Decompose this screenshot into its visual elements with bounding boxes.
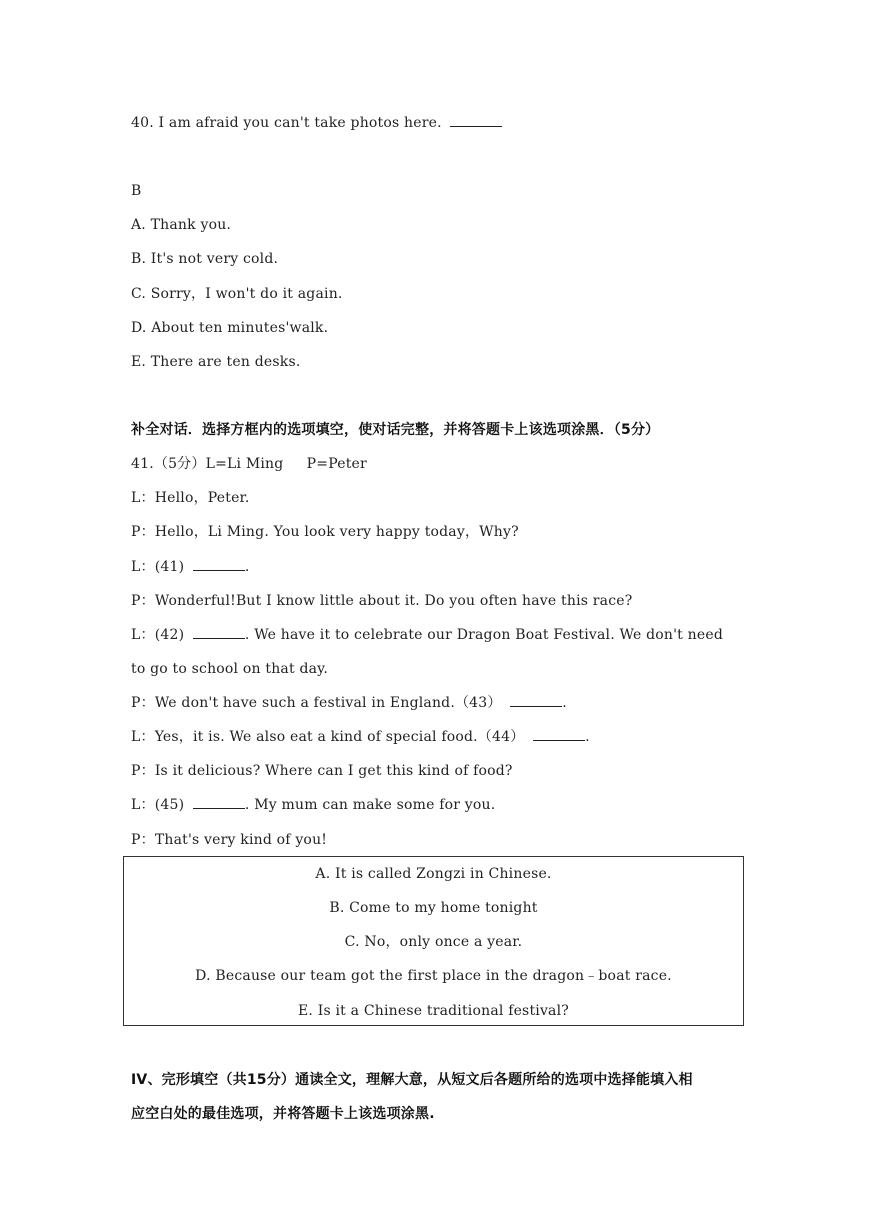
dialogue-line-l4-prefix: L：Yes，it is. We also eat a kind of special food.（44） [131, 729, 525, 745]
box-option-a: A. It is called Zongzi in Chinese. [315, 866, 552, 882]
dialogue-line-l3-continued: to go to school on that day. [131, 661, 329, 677]
dialogue-line-p3-prefix: P：We don't have such a festival in England.（43） [131, 695, 502, 711]
dialogue-line-l2-suffix: . [244, 559, 250, 575]
box-option-b: B. Come to my home tonight [329, 900, 538, 916]
dialogue-line-l3 [131, 626, 723, 644]
dialogue-line-p1: P：Hello，Li Ming. You look very happy today，Why? [131, 524, 519, 540]
answer-blank-45[interactable] [193, 796, 245, 809]
box-option-e: E. Is it a Chinese traditional festival? [298, 1003, 569, 1019]
dialogue-line-p5: P：That's very kind of you! [131, 832, 328, 848]
box-option-d: D. Because our team got the first place in the dragon﹣boat race. [195, 968, 672, 984]
dialogue-line-p2: P：Wonderful!But I know little about it. Do you often have this race? [131, 593, 633, 609]
dialogue-line-l3-prefix: L：(42) [131, 627, 185, 643]
dialogue-line-l4 [131, 728, 590, 746]
section-b-option-d: D. About ten minutes'walk. [131, 320, 329, 336]
dialogue-line-l5 [131, 796, 495, 814]
dialogue-line-l5-suffix: . My mum can make some for you. [244, 797, 496, 813]
dialogue-line-p4: P：Is it delicious? Where can I get this kind of food? [131, 763, 513, 779]
question-41-intro: 41.（5分）L=Li Ming P=Peter [131, 456, 367, 472]
dialogue-line-l2 [131, 558, 250, 576]
section-iv-heading-line-1: IV、完形填空（共15分）通读全文，理解大意，从短文后各题所给的选项中选择能填入相 [131, 1072, 693, 1088]
answer-blank-42[interactable] [193, 626, 245, 639]
dialogue-line-l5-prefix: L：(45) [131, 797, 185, 813]
dialogue-line-p3 [131, 694, 567, 712]
dialogue-line-l3-suffix: . We have it to celebrate our Dragon Boat Festival. We don't need [244, 627, 723, 643]
section-b-option-a: A. Thank you. [131, 217, 232, 233]
answer-blank-41[interactable] [193, 558, 245, 571]
dialogue-line-l2-prefix: L：(41) [131, 559, 185, 575]
answer-blank-44[interactable] [533, 728, 585, 741]
dialogue-line-l4-suffix: . [585, 729, 590, 745]
dialogue-line-p3-suffix: . [562, 695, 567, 711]
dialogue-line-l1: L：Hello，Peter. [131, 490, 250, 506]
dialogue-section-heading: 补全对话．选择方框内的选项填空，使对话完整，并将答题卡上该选项涂黑．（5分） [131, 422, 660, 438]
answer-blank-40[interactable] [450, 114, 502, 127]
question-40-text: 40. I am afraid you can't take photos here. [131, 115, 442, 131]
section-b-option-c: C. Sorry，I won't do it again. [131, 286, 343, 302]
section-b-option-b: B. It's not very cold. [131, 251, 279, 267]
dialogue-options-box [123, 856, 744, 1026]
section-iv-heading-line-2: 应空白处的最佳选项，并将答题卡上该选项涂黑. [131, 1106, 435, 1122]
answer-blank-43[interactable] [510, 694, 562, 707]
section-b-label: B [131, 183, 142, 199]
box-option-c: C. No，only once a year. [344, 934, 523, 950]
section-b-option-e: E. There are ten desks. [131, 354, 301, 370]
question-40 [131, 114, 502, 132]
